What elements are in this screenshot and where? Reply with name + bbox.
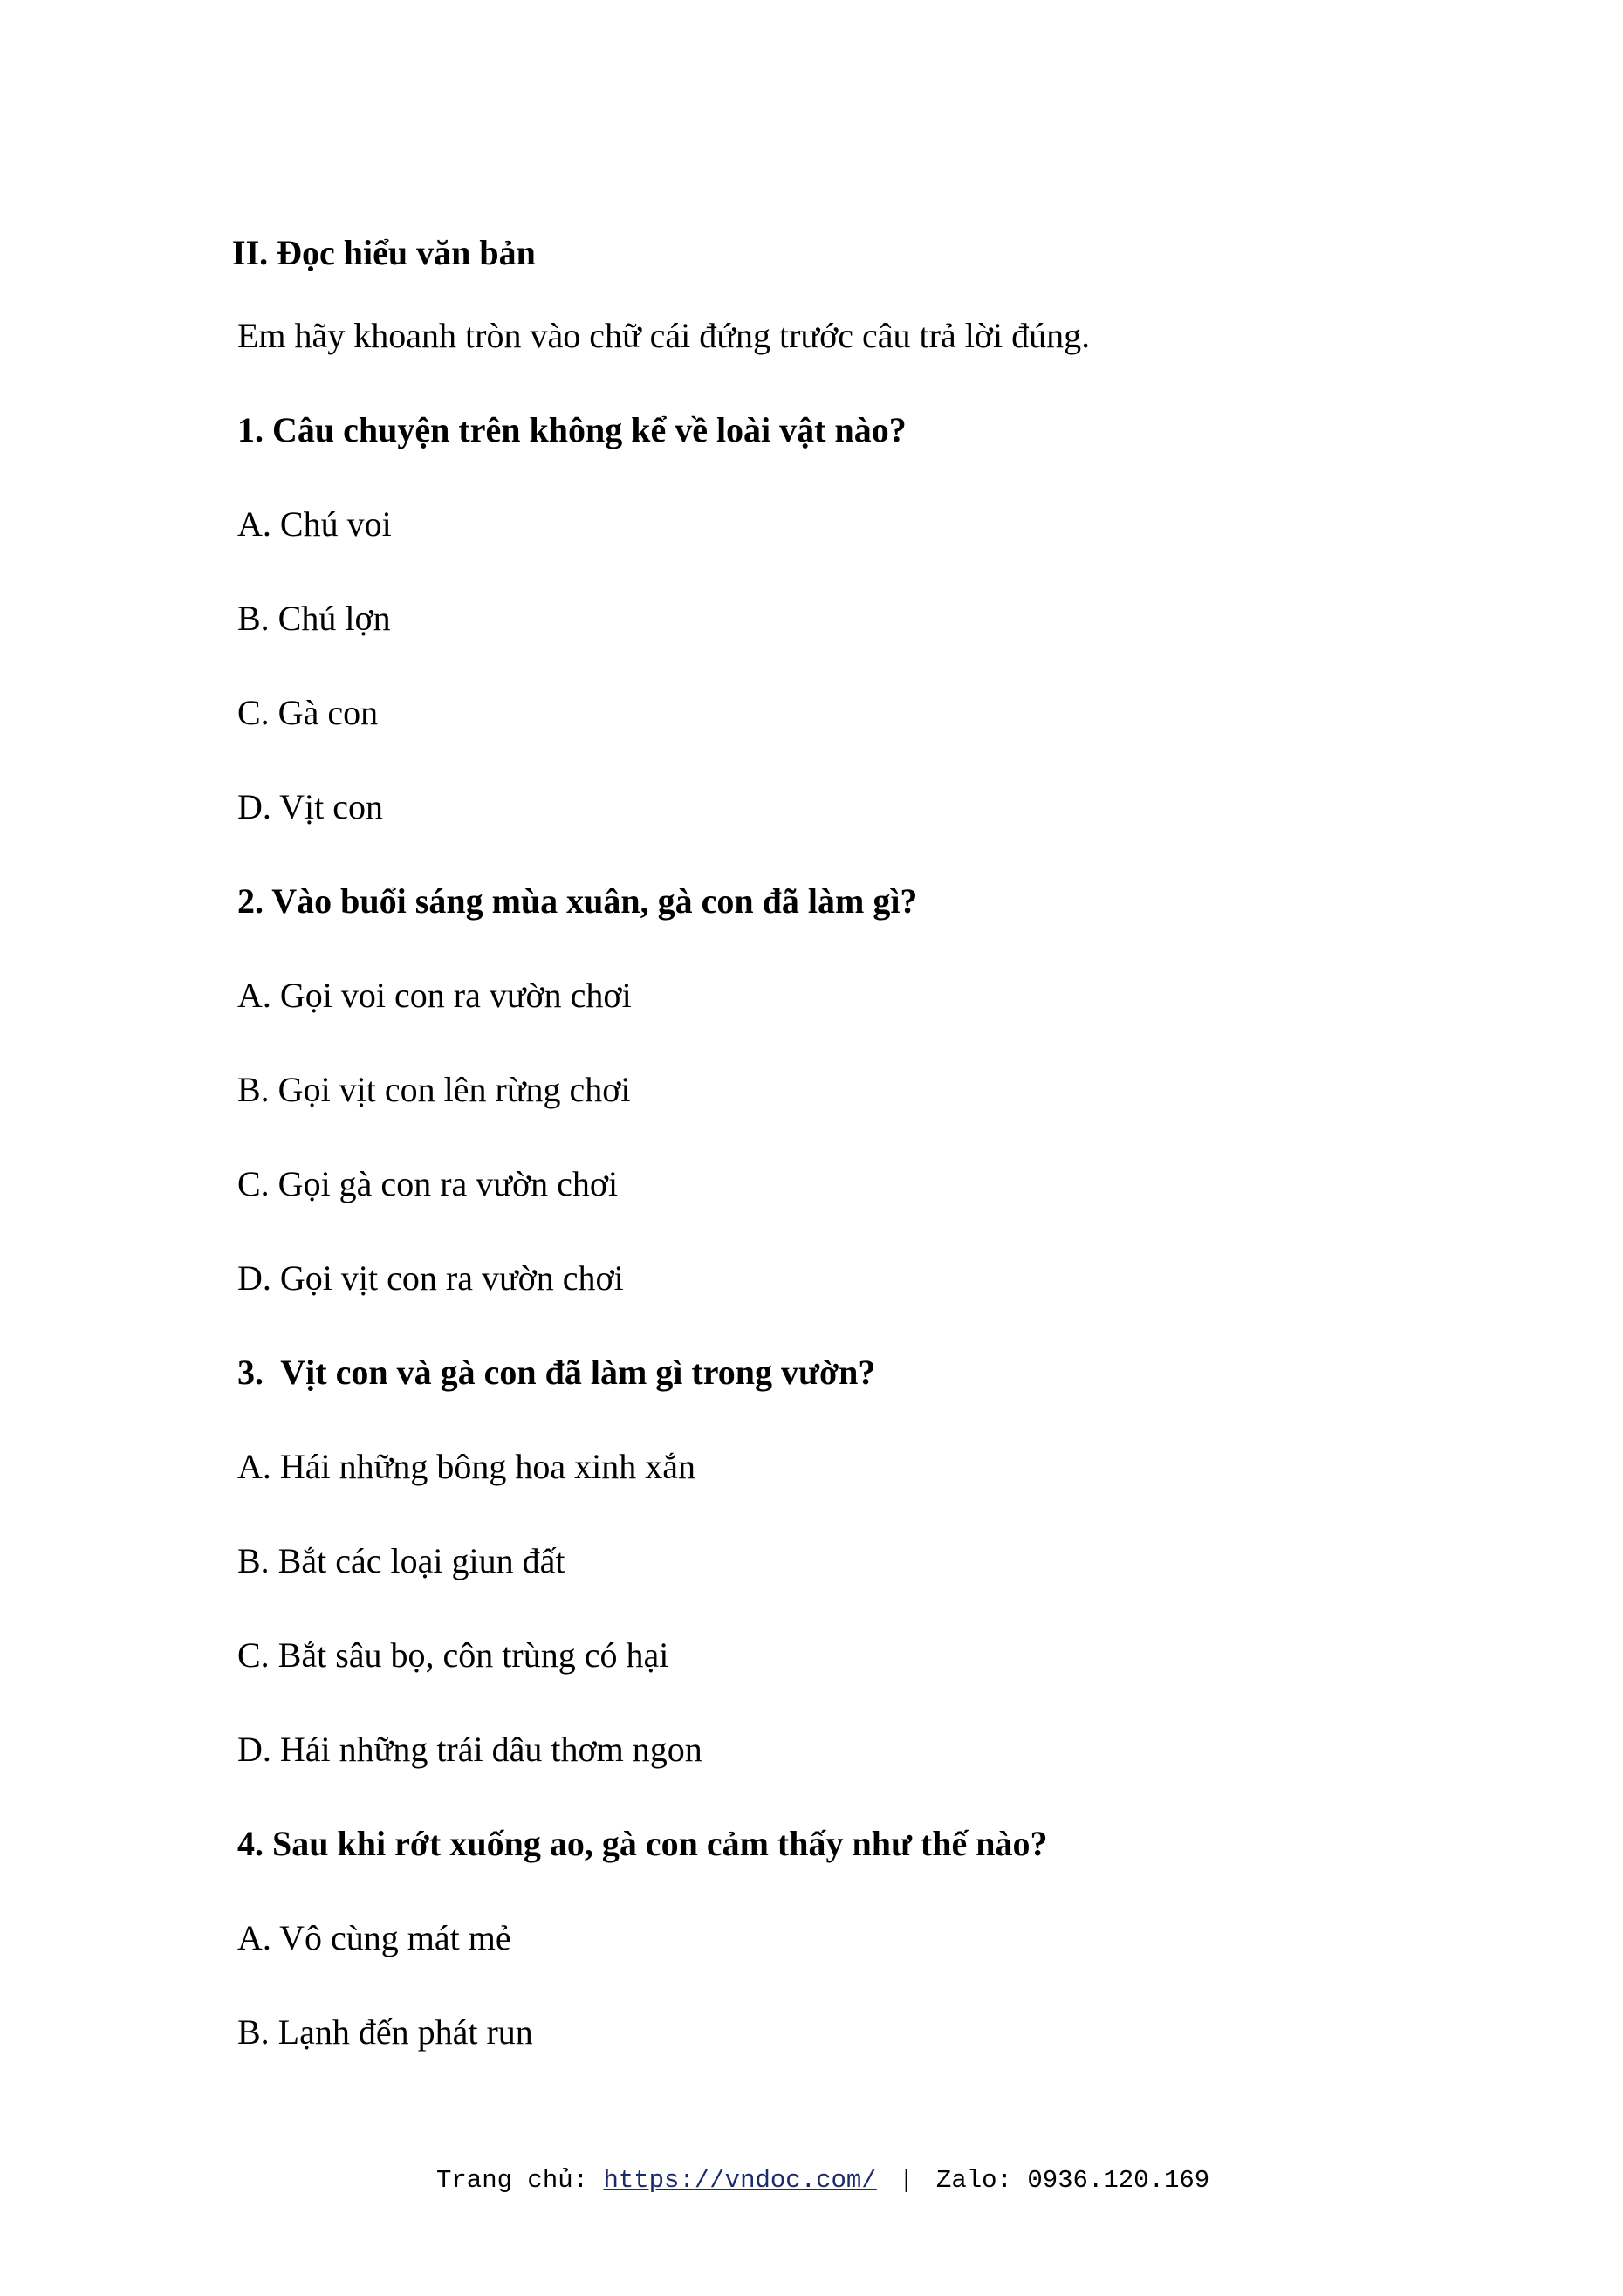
question-1-option-a: A. Chú voi xyxy=(237,504,392,544)
question-3-title: 3. Vịt con và gà con đã làm gì trong vườn? xyxy=(237,1353,876,1392)
page-footer xyxy=(436,2166,1209,2195)
question-1-option-c: C. Gà con xyxy=(237,693,379,732)
question-2-option-c: C. Gọi gà con ra vườn chơi xyxy=(237,1164,619,1203)
footer-zalo-number: 0936.120.169 xyxy=(1027,2166,1210,2195)
question-3-option-c: C. Bắt sâu bọ, côn trùng có hại xyxy=(237,1635,669,1675)
question-3-option-d: D. Hái những trái dâu thơm ngon xyxy=(237,1730,702,1769)
question-4-option-a: A. Vô cùng mát mẻ xyxy=(237,1918,511,1957)
question-1-title: 1. Câu chuyện trên không kể về loài vật nào? xyxy=(237,410,907,449)
question-4-option-b: B. Lạnh đến phát run xyxy=(237,2012,533,2052)
question-1-option-b: B. Chú lợn xyxy=(237,599,391,638)
question-2-option-b: B. Gọi vịt con lên rừng chơi xyxy=(237,1070,631,1109)
question-2-option-a: A. Gọi voi con ra vườn chơi xyxy=(237,976,632,1015)
footer-zalo-label: Zalo: xyxy=(935,2166,1012,2195)
footer-separator: | xyxy=(899,2166,914,2195)
question-4-title: 4. Sau khi rớt xuống ao, gà con cảm thấy như thế nào? xyxy=(237,1824,1048,1863)
section-heading: II. Đọc hiểu văn bản xyxy=(232,233,536,272)
question-2-option-d: D. Gọi vịt con ra vườn chơi xyxy=(237,1258,624,1298)
instruction-text: Em hãy khoanh tròn vào chữ cái đứng trước câu trả lời đúng. xyxy=(237,316,1091,355)
question-2-title: 2. Vào buổi sáng mùa xuân, gà con đã làm gì? xyxy=(237,881,918,921)
footer-home-label: Trang chủ: xyxy=(436,2166,589,2195)
question-3-option-b: B. Bắt các loại giun đất xyxy=(237,1541,565,1580)
footer-home-link[interactable]: https://vndoc.com/ xyxy=(603,2166,877,2195)
question-3-option-a: A. Hái những bông hoa xinh xắn xyxy=(237,1447,695,1486)
question-1-option-d: D. Vịt con xyxy=(237,787,384,826)
